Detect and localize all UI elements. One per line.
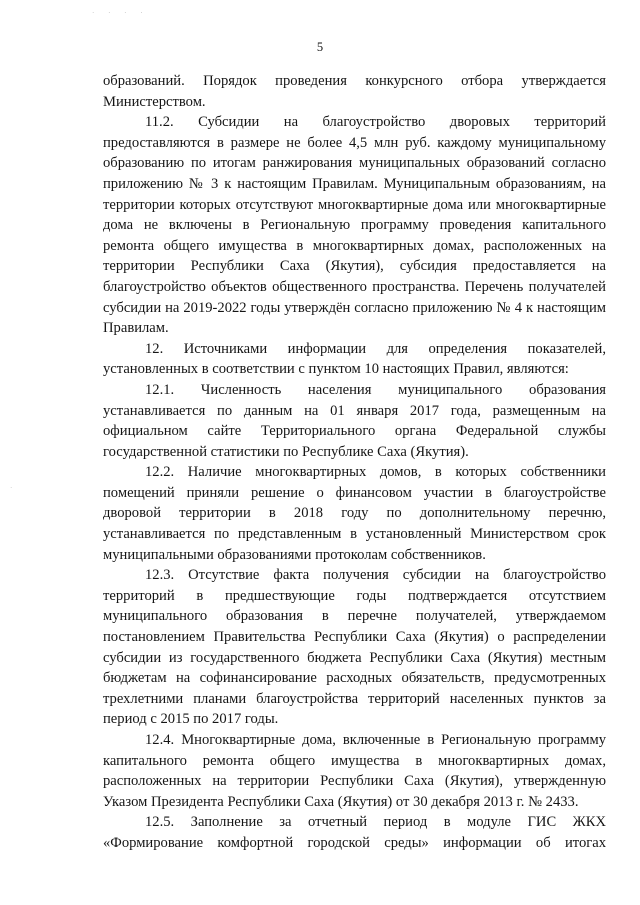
paragraph-12-3: 12.3. Отсутствие факта получения субсидии на благоустройство территорий в предшествующие годы подтверждается отсутствием муниципального образования в перечне получателей, утверждаемом постановлением Правительства Республики Саха (Якутия) о распределении субсидии из государственного бюджета Республики Саха (Якутия) местным бюджетам на софинансирование расходных обязательств, предусмотренных трехлетними планами благоустройства территорий населенных пунктов за период с 2015 по 2017 годы. [103,567,606,728]
page-number: 5 [316,40,324,54]
document-body [103,71,606,854]
paragraph-11-2: 11.2. Субсидии на благоустройство дворовых территорий предоставляются в размере не более 4,5 млн руб. каждому муниципальному образованию по итогам ранжирования муниципальных образований согласно приложению № 3 к настоящим Правилам. Муниципальным образованиям, на территории которых отсутствуют многоквартирные дома или многоквартирные дома не включены в Региональную программу проведения капитального ремонта общего имущества в многоквартирных домах, расположенных на территории Республики Саха (Якутия), субсидия предоставляется на благоустройство объектов общественного пространства. Перечень получателей субсидии на 2019-2022 годы утверждён согласно приложению № 4 к настоящим Правилам. [103,114,606,337]
paragraph-12-5: 12.5. Заполнение за отчетный период в модуле ГИС ЖКХ «Формирование комфортной городской среды» информации об итогах [103,814,606,851]
paragraph-12-2: 12.2. Наличие многоквартирных домов, в которых собственники помещений приняли решение о финансовом участии в благоустройстве дворовой территории в 2018 году по дополнительному перечню, устанавливается по представленным в установленный Министерством срок муниципальными образованиями протоколам собственников. [103,464,606,563]
scan-artifact-mark: · · · · [92,9,149,17]
paragraph-continuation: образований. Порядок проведения конкурсного отбора утверждается Министерством. [103,73,606,110]
paragraph-12: 12. Источниками информации для определения показателей, установленных в соответствии с пунктом 10 настоящих Правил, являются: [103,340,606,378]
scan-edge-mark: · [10,484,13,492]
paragraph-12-4: 12.4. Многоквартирные дома, включенные в Региональную программу капитального ремонта общего имущества в многоквартирных домах, расположенных на территории Республики Саха (Якутия), утвержденную Указом Президента Республики Саха (Якутия) от 30 декабря 2013 г. № 2433. [103,732,606,810]
paragraph-12-1: 12.1. Численность населения муниципального образования устанавливается по данным на 01 января 2017 года, размещенным на официальном сайте Территориального органа Федеральной службы государственной статистики по Республике Саха (Якутия). [103,381,606,460]
